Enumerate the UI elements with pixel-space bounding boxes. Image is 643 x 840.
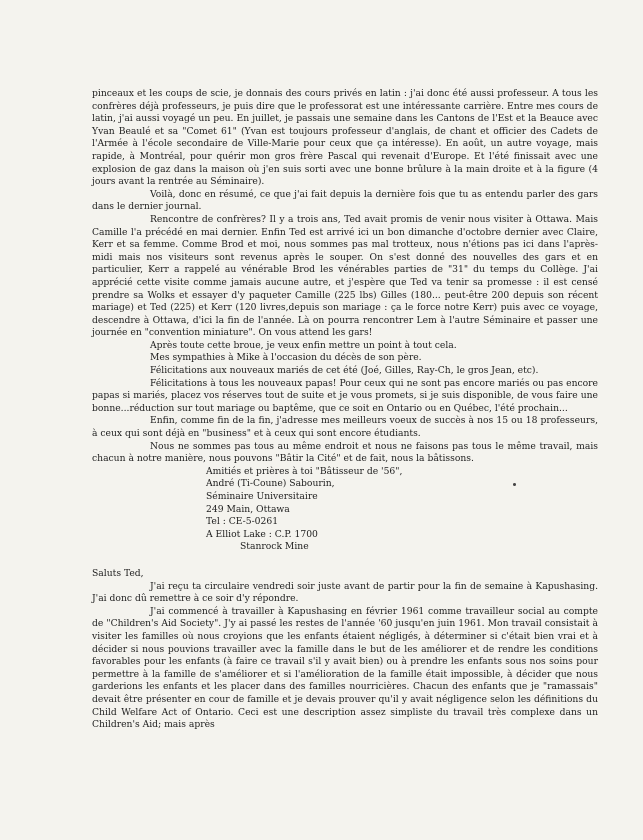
paragraph: J'ai reçu ta circulaire vendredi soir juste avant de partir pour la fin de semaine à Kapushasing. J'ai donc dû remettre à ce soir d'y répondre. [92, 580, 598, 605]
paragraph: J'ai commencé à travailler à Kapushasing en février 1961 comme travailleur social au compte de "Children's Aid Society". J'y ai passé les restes de l'année '60 jusqu'en juin 1961. Mon travail consistait à visiter les familles où nous croyions que les enfants étaient négligés, à déterminer si c'était bien vrai et à décider si nous pouvions travailler avec la famille dans le but de les améliorer et de rendre les conditions favorables pour les enfants (à faire ce travail s'il y avait bien) ou à prendre les enfants sous nos soins pour permettre à la famille de s'améliorer et si l'amélioration de la famille était impossible, à décider que nous garderions les enfants et les placer dans des familles nourricières. Chacun des enfants que je "ramassais" devait être présenter en cour de famille et je devais prouver qu'il y avait négligence selon les définitions du Child Welfare Act of Ontario. Ceci est une description assez simpliste du travail très complexe dans un Children's Aid; mais après [92, 605, 598, 731]
signature-line: Tel : CE-5-0261 [206, 516, 279, 528]
signature-line: Stanrock Mine [240, 541, 309, 553]
paragraph: Enfin, comme fin de la fin, j'adresse mes meilleurs voeux de succès à nos 15 ou 18 professeurs, à ceux qui sont déjà en "business" et à ceux qui sont encore étudiants. [92, 415, 598, 440]
signature-line: A Elliot Lake : C.P. 1700 [206, 528, 318, 540]
section-gap [92, 554, 598, 568]
paragraph: Nous ne sommes pas tous au même endroit et nous ne faisons pas tous le même travail, mais chacun à notre manière, nous pouvons "Bâtir la Cité" et de fait, nous la bâtissons. [92, 440, 598, 465]
paragraph: Rencontre de confrères? Il y a trois ans, Ted avait promis de venir nous visiter à Ottawa. Mais Camille l'a précédé en mai dernier. Enfin Ted est arrivé ici un bon dimanche d'octobre dernier avec Claire, Kerr et sa femme. Comme Brod et moi, nous sommes pas mal trotteux, nous n'étions pas ici dans l'après-midi mais nos visiteurs sont revenus après le souper. On s'est donné des nouvelles des gars et en particulier, Kerr a rappelé au vénérable Brod les vénérables parties de "31" du temps du Collège. J'ai apprécié cette visite comme jamais aucune autre, et j'espère que Ted va tenir sa promesse : il est censé prendre sa Wolks et essayer d'y paqueter Camille (225 lbs) Gilles (180... peut-être 200 depuis son récent mariage) et Ted (225) et Kerr (120 livres,depuis son mariage : ça le force notre Kerr) puis avec ce voyage, descendre à Ottawa, d'ici la fin de l'année. Là on pourra rencontrer Lem à l'autre Séminaire et passer une journée en "convention miniature". On vous attend les gars! [92, 213, 598, 339]
paragraph: Félicitations aux nouveaux mariés de cet été (Joé, Gilles, Ray-Ch, le gros Jean, etc). [150, 365, 539, 377]
signature-line: 249 Main, Ottawa [206, 503, 290, 515]
ink-dot [513, 483, 516, 486]
paragraph: Mes sympathies à Mike à l'occasion du décès de son père. [150, 352, 422, 364]
salutation: Saluts Ted, [92, 567, 144, 579]
signature-line: André (Ti-Coune) Sabourin, [206, 478, 335, 490]
letter-body [92, 88, 598, 732]
paragraph: Félicitations à tous les nouveaux papas! Pour ceux qui ne sont pas encore mariés ou pas encore papas si mariés, placez vos réserves tout de suite et je vous promets, si je suis disponible, de vous faire une bonne...réduction sur tout mariage ou baptême, que ce soit en Ontario ou en Québec, l'été prochain... [92, 377, 598, 414]
signature-line: Amitiés et prières à toi "Bâtisseur de '56", [206, 465, 403, 477]
signature-line: Séminaire Universitaire [206, 491, 318, 502]
paragraph: pinceaux et les coups de scie, je donnais des cours privés en latin : j'ai donc été aussi professeur. A tous les confrères déjà professeurs, je puis dire que le professorat est une intéressante carrière. Entre mes cours de latin, j'ai aussi voyagé un peu. En juillet, je passais une semaine dans les Cantons de l'Est et la Beauce avec Yvan Beaulé et sa "Comet 61" (Yvan est toujours professeur d'anglais, de chant et officier des Cadets de l'Armée à l'école secondaire de Ville-Marie pour ceux que ça intéresse). En août, un autre voyage, mais rapide, à Montréal, pour quérir mon gros frère Pascal qui revenait d'Europe. Et l'été finissait avec une explosion de gaz dans la maison où j'en suis sorti avec une bonne brûlure à la main droite et à la figure (4 jours avant la rentrée au Séminaire). [92, 88, 598, 188]
paragraph: Voilà, donc en résumé, ce que j'ai fait depuis la dernière fois que tu as entendu parler des gars dans le dernier journal. [92, 188, 598, 213]
paragraph: Après toute cette broue, je veux enfin mettre un point à tout cela. [150, 339, 457, 351]
